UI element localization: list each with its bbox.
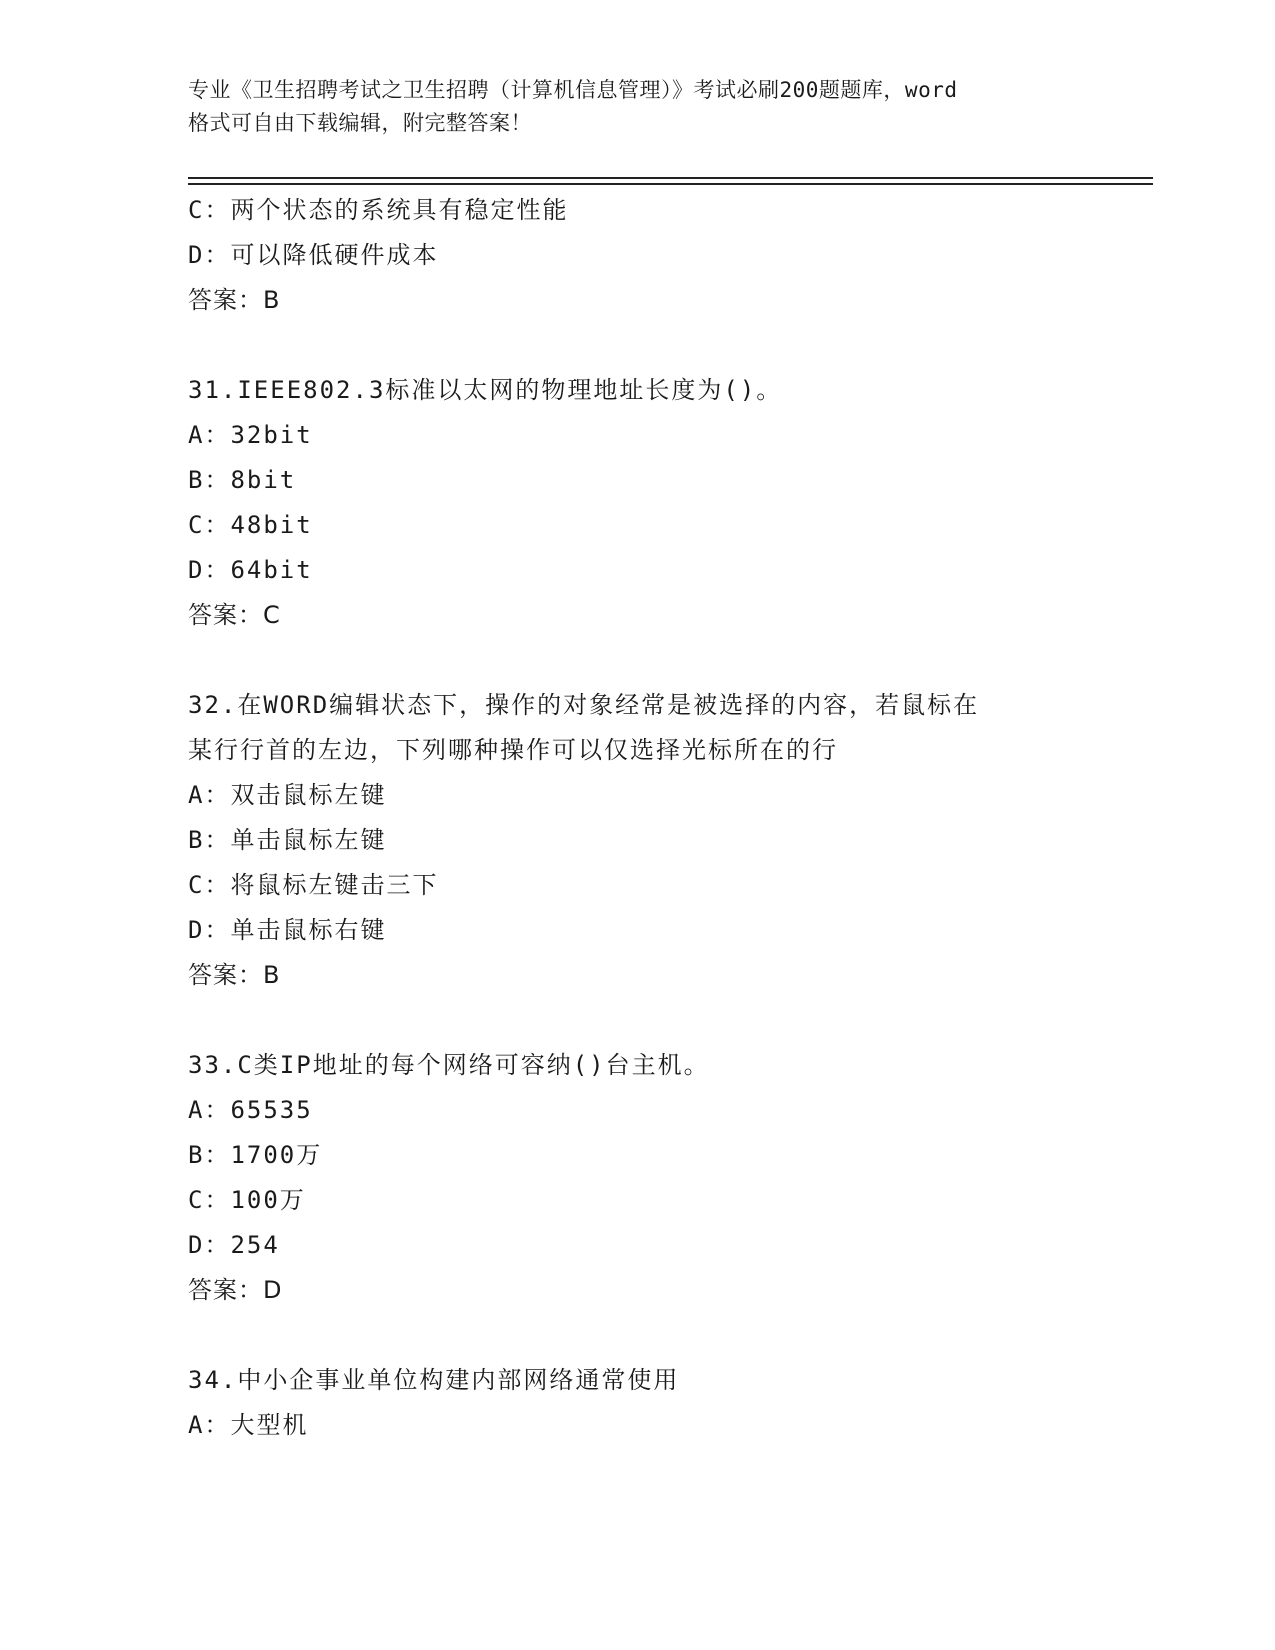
q32-stem-line-1: 32.在WORD编辑状态下，操作的对象经常是被选择的内容，若鼠标在 [188,691,980,719]
prev-answer: 答案：B [188,286,281,314]
q32-option-d: D：单击鼠标右键 [188,916,387,944]
prev-option-d: D：可以降低硬件成本 [188,241,439,269]
prev-option-c: C：两个状态的系统具有稳定性能 [188,196,569,224]
q32-option-c: C：将鼠标左键击三下 [188,871,439,899]
q31-option-b: B：8bit [188,466,297,494]
header-divider-top [188,177,1153,179]
q33-answer: 答案：D [188,1276,283,1304]
q34-option-a: A：大型机 [188,1411,309,1439]
q33-stem: 33.C类IP地址的每个网络可容纳()台主机。 [188,1051,710,1079]
q31-answer: 答案：C [188,601,281,629]
header-title-line-1: 专业《卫生招聘考试之卫生招聘（计算机信息管理）》考试必刷200题题库，word [188,78,958,102]
q33-option-c: C：100万 [188,1186,306,1214]
header-divider-bottom [188,183,1153,185]
q33-option-a: A：65535 [188,1096,313,1124]
header-title-line-2: 格式可自由下载编辑，附完整答案！ [188,111,532,135]
q31-option-a: A：32bit [188,421,313,449]
q31-stem: 31.IEEE802.3标准以太网的物理地址长度为()。 [188,376,783,404]
q33-option-d: D：254 [188,1231,280,1259]
q34-stem: 34.中小企事业单位构建内部网络通常使用 [188,1366,680,1394]
q31-option-c: C：48bit [188,511,313,539]
q32-stem-line-2: 某行行首的左边，下列哪种操作可以仅选择光标所在的行 [188,736,838,764]
q32-option-b: B：单击鼠标左键 [188,826,387,854]
q33-option-b: B：1700万 [188,1141,323,1169]
document-header [188,74,1088,140]
q32-answer: 答案：B [188,961,281,989]
q31-option-d: D：64bit [188,556,313,584]
q32-option-a: A：双击鼠标左键 [188,781,387,809]
